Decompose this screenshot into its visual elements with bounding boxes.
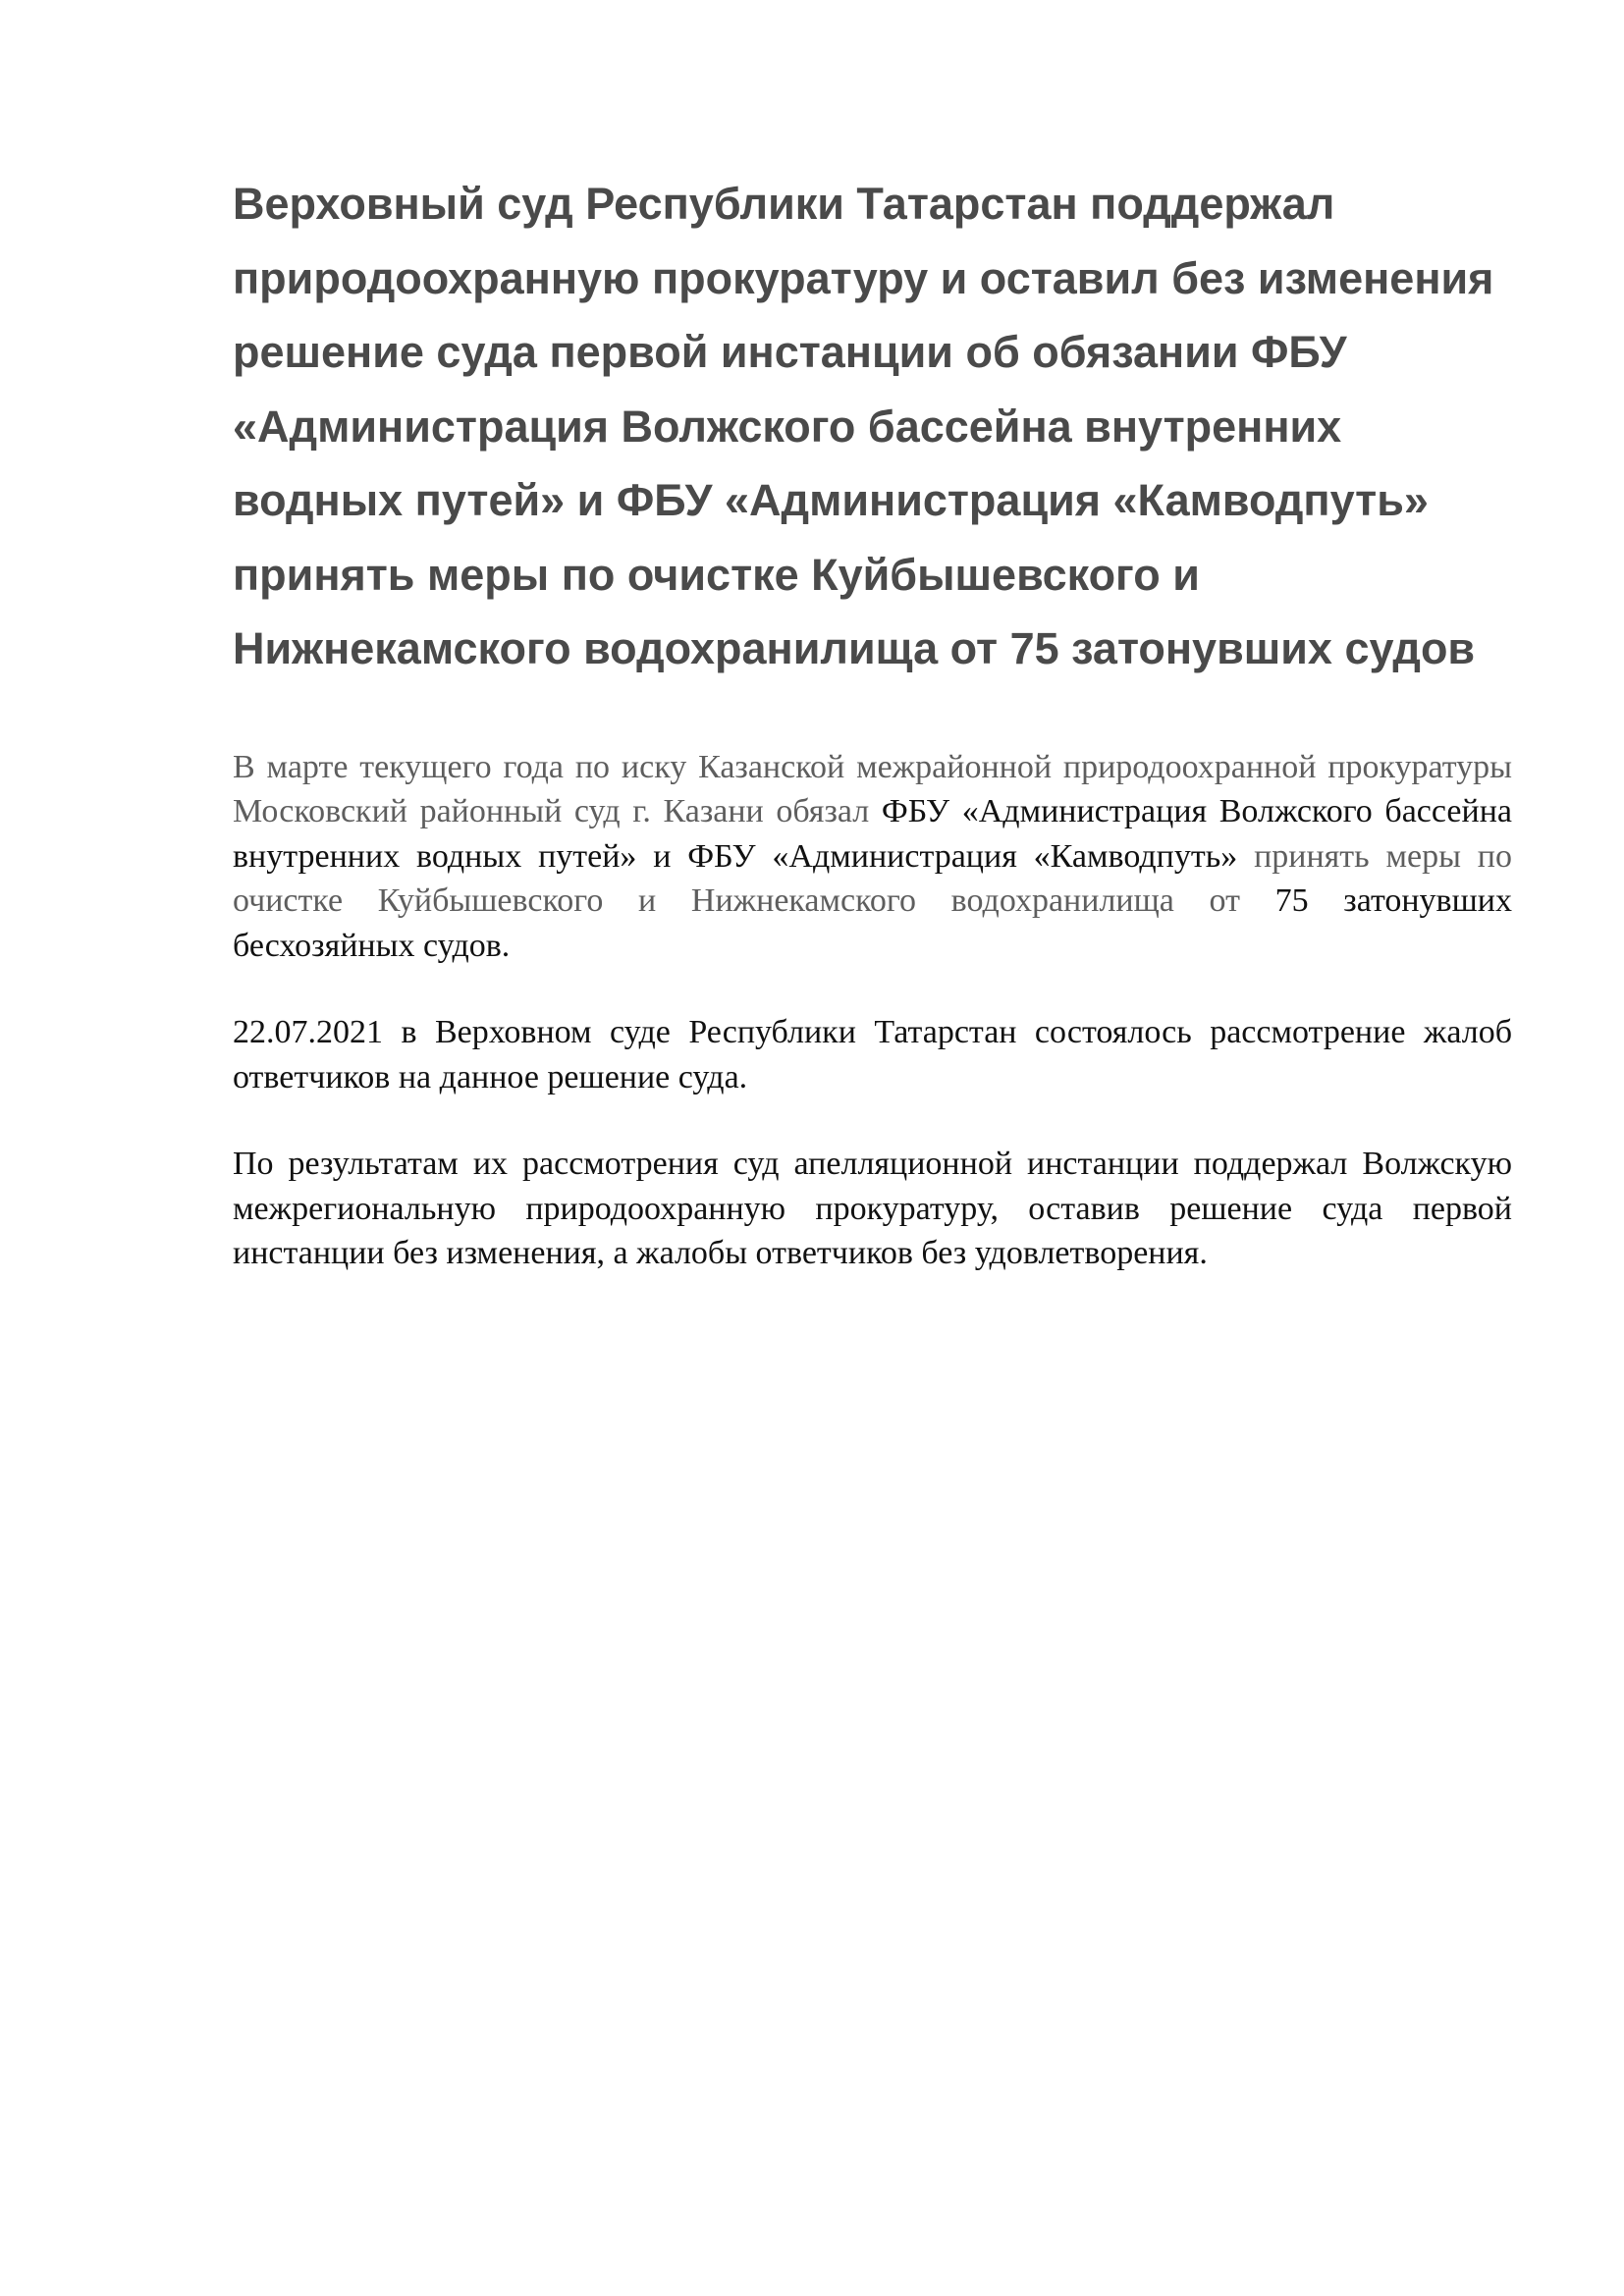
document-content [233, 167, 1512, 1276]
document-title: Верховный суд Республики Татарстан поддержал природоохранную прокуратуру и оставил без изменения решение суда первой инстанции об обязании ФБУ «Администрация Волжского бассейна внутренних водных путей» и ФБУ «Администрация «Камводпуть» принять меры по очистке Куйбышевского и Нижнекамского водохранилища от 75 затонувших судов [233, 179, 1494, 673]
paragraph-1-part-1: В марте текущего года по иску Казанской межрайонной природоохранной прокуратуры Московский районный суд г. Казани обязал [233, 748, 1512, 829]
paragraph-2: 22.07.2021 в Верховном суде Республики Татарстан состоялось рассмотрение жалоб ответчиков на данное решение суда. [233, 1014, 1512, 1095]
paragraph-1 [233, 745, 1512, 969]
paragraph-1-part-4: 75 затонувших бесхозяйных судов. [233, 882, 1512, 964]
paragraph-3: По результатам их рассмотрения суд апелляционной инстанции поддержал Волжскую межрегиональную природоохранную прокуратуру, оставив решение суда первой инстанции без изменения, а жалобы ответчиков без удовлетворения. [233, 1146, 1512, 1271]
paragraph-1-part-3: принять меры по очистке Куйбышевского и Нижнекамского водохранилища от [233, 837, 1513, 919]
paragraph-1-part-2: ФБУ «Администрация Волжского бассейна внутренних водных путей» и ФБУ «Администрация «Камводпуть» [233, 793, 1512, 875]
